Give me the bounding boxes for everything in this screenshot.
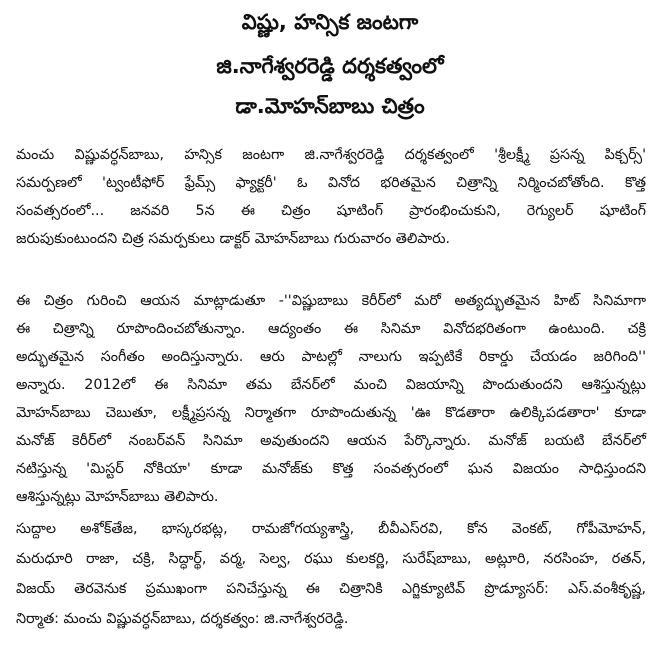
headline-line-1: విష్ణు, హన్సిక జంటగా (241, 10, 419, 34)
paragraph-line: సుద్దాల అశోక్‌తేజ, భాస్కరభట్ల, రామజోగయ్యశాస్త్రి, బీవీఎస్‌రవి, కోన వెంకట్, గోపీమోహన్, (16, 521, 646, 537)
paragraph-line: మోహన్‌బాబు చెబుతూ, లక్ష్మీప్రసన్న నిర్మాతగా రూపొందుతున్న 'ఊ కొడతారా ఉలిక్కిపడతారా' కూడా (16, 405, 646, 421)
paragraph-line: మరుధూరి రాజా, చక్రి, సిద్ధార్థ్, వర్మ, సెల్వ, రఘు కులకర్ణి, సురేష్‌బాబు, అట్లూరి, నరసింహ, రతన్, (16, 551, 646, 567)
paragraph-line: మనోజ్ కెరీర్‌లో నంబర్‌వన్ సినిమా అవుతుందని ఆయన పేర్కొన్నారు. మనోజ్ బయటి బేనర్‌లో (16, 433, 646, 449)
paragraph-line: అన్నారు. 2012లో ఈ సినిమా తమ బేనర్‌లో మంచి విజయాన్ని పొందుతుందని ఆశిస్తున్నట్లు (16, 377, 646, 393)
paragraph-line: సంవత్సరంలో... జనవరి 5న ఈ చిత్రం షూటింగ్ ప్రారంభించుకుని, రెగ్యులర్ షూటింగ్ (16, 203, 646, 219)
headline-line-2: జి.నాగేశ్వరరెడ్డి దర్శకత్వంలో (216, 54, 444, 78)
paragraph-line: ఈ చిత్రం గురించి ఆయన మాట్లాడుతూ -''విష్ణుబాబు కెరీర్‌లో మరో అత్యద్భుతమైన హిట్ సినిమాగా (16, 293, 646, 309)
paragraph-line: జరుపుకుంటుందని చిత్ర సమర్పకులు డాక్టర్ మోహన్‌బాబు గురువారం తెలిపారు. (16, 231, 451, 247)
paragraph-line: నటిస్తున్న 'మిస్టర్ నోకియా' కూడా మనోజ్‌కు కొత్త సంవత్సరంలో ఘన విజయం సాధిస్తుందని (16, 461, 646, 477)
paragraph-line: విజయ్ తెరవెనుక ప్రముఖంగా పనిచేస్తున్న ఈ చిత్రానికి ఎగ్జిక్యూటివ్ ప్రొడ్యూసర్: ఎస్.వంశీకృష్ణ, (16, 581, 646, 597)
paragraph-line: ఈ చిత్రాన్ని రూపొందించబోతున్నాం. ఆద్యంతం ఈ సినిమా వినోదభరితంగా ఉంటుంది. చక్రి (16, 321, 646, 337)
paragraph-line: నిర్మాత: మంచు విష్ణువర్ధన్‌బాబు, దర్శకత్వం: జి.నాగేశ్వరరెడ్డి. (16, 611, 349, 627)
paragraph-line: ఆశిస్తున్నట్లు మోహన్‌బాబు తెలిపారు. (16, 489, 219, 505)
headline-line-3: డా.మోహన్‌బాబు చిత్రం (235, 94, 425, 118)
paragraph-line: మంచు విష్ణువర్ధన్‌బాబు, హన్సిక జంటగా జి.నాగేశ్వరరెడ్డి దర్శకత్వంలో 'శ్రీలక్ష్మీ ప్రసన్న పిక్చర్స్' (16, 147, 646, 163)
paragraph-line: సమర్పణలో 'ట్వంటీఫోర్ ఫ్రేమ్స్ ఫ్యాక్టరీ' ఓ వినోద భరితమైన చిత్రాన్ని నిర్మించబోతోంది. కొత్త (16, 175, 646, 191)
paragraph-line: అద్భుతమైన సంగీతం అందిస్తున్నారు. ఆరు పాటల్లో నాలుగు ఇప్పటికే రికార్డు చేయడం జరిగింది'' (16, 349, 646, 365)
